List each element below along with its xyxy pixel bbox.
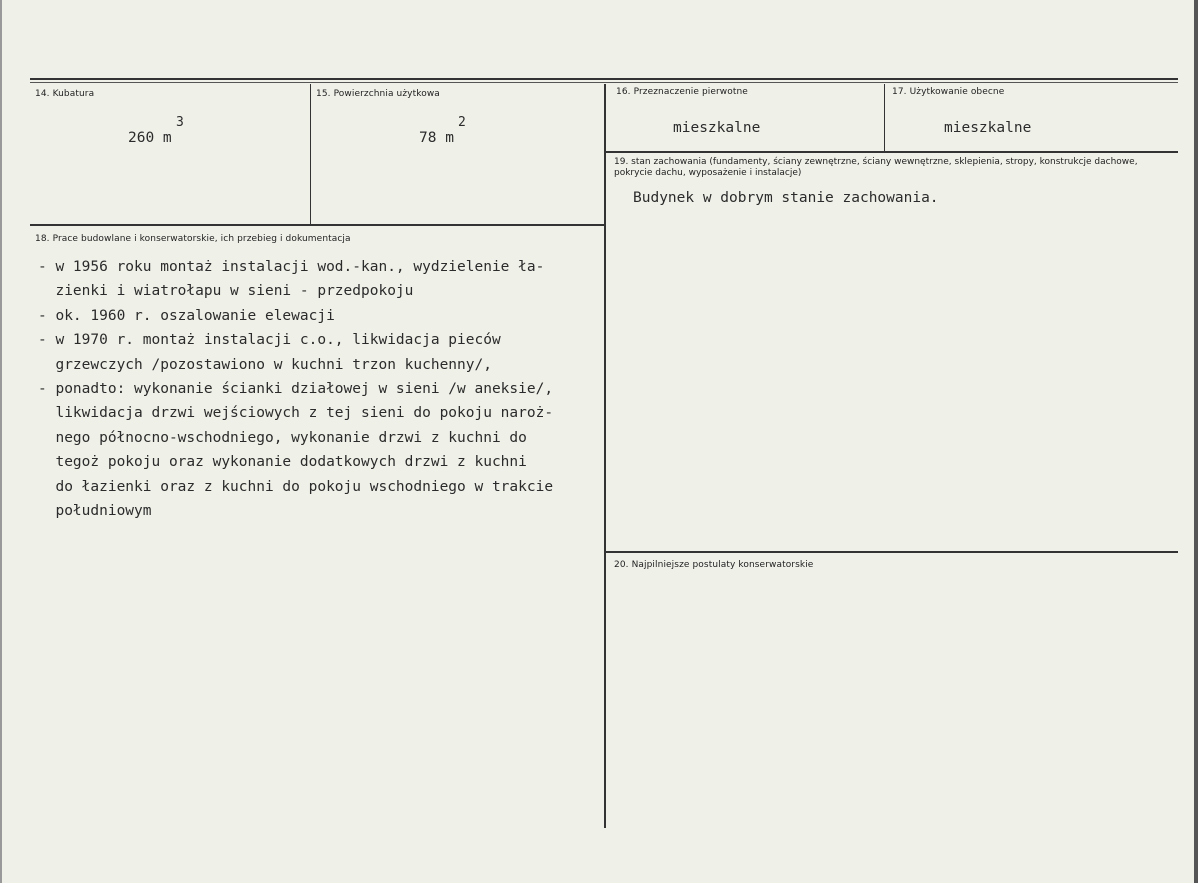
field-15-label: 15. Powierzchnia użytkowa (316, 89, 440, 99)
top-rule-thin (30, 82, 1178, 83)
top-rule (30, 78, 1178, 80)
divider-14-15 (310, 84, 311, 226)
works-line: likwidacja drzwi wejściowych z tej sieni do pokoju naroż- (38, 405, 554, 422)
works-line: - w 1970 r. montaż instalacji c.o., likwidacja pieców (38, 332, 501, 349)
field-14-label: 14. Kubatura (35, 89, 95, 99)
field-14-exponent: 3 (176, 115, 184, 130)
works-line: zienki i wiatrołapu w sieni - przedpokoju (38, 283, 414, 300)
works-line: - ok. 1960 r. oszalowanie elewacji (38, 307, 335, 324)
works-line: grzewczych /pozostawiono w kuchni trzon kuchenny/, (38, 356, 492, 373)
works-line: - ponadto: wykonanie ścianki działowej w sieni /w aneksie/, (38, 381, 554, 398)
field-17-value: mieszkalne (944, 120, 1032, 136)
card-left-edge (0, 0, 2, 883)
field-17-label: 17. Użytkowanie obecne (892, 87, 1005, 97)
field-14-value: 260 m (128, 130, 172, 146)
works-line: południowym (38, 503, 152, 520)
field-15-exponent: 2 (458, 115, 466, 130)
works-line: do łazienki oraz z kuchni do pokoju wschodniego w trakcie (38, 478, 554, 495)
field-19-value: Budynek w dobrym stanie zachowania. (633, 190, 939, 206)
rule-above-20 (606, 551, 1178, 553)
works-line: - w 1956 roku montaż instalacji wod.-kan., wydzielenie ła- (38, 259, 545, 275)
field-20-label: 20. Najpilniejsze postulaty konserwatorskie (614, 560, 814, 570)
works-line: nego północno-wschodniego, wykonanie drzwi z kuchni do (38, 429, 527, 446)
field-19-label: 19. stan zachowania (fundamenty, ściany zewnętrzne, ściany wewnętrzne, sklepienia, stropy, konstrukcje dachowe, pokrycie dachu, wyposażenie i instalacje) (614, 157, 1138, 178)
field-16-value: mieszkalne (673, 120, 761, 136)
works-line: tegoż pokoju oraz wykonanie dodatkowych drzwi z kuchni (38, 454, 527, 471)
rule-above-19 (606, 151, 1178, 153)
card-right-edge (1194, 0, 1198, 883)
divider-16-17 (884, 84, 885, 152)
field-16-label: 16. Przeznaczenie pierwotne (616, 87, 748, 97)
field-18-label: 18. Prace budowlane i konserwatorskie, ich przebieg i dokumentacja (35, 234, 351, 244)
field-18-entries (38, 255, 618, 523)
field-15-value: 78 m (419, 130, 454, 146)
rule-above-18 (30, 224, 604, 226)
